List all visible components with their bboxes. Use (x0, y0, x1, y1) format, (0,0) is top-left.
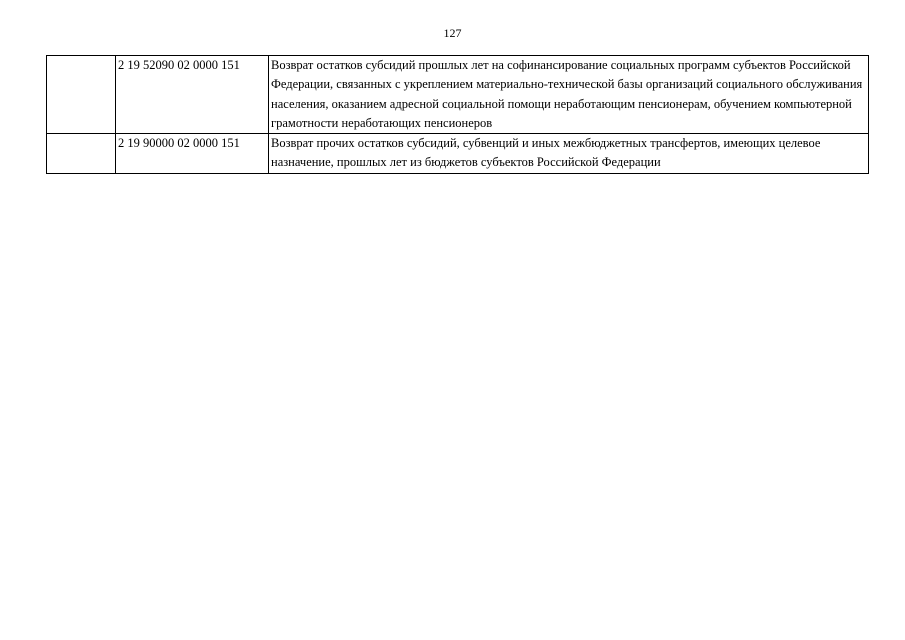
page-number: 127 (443, 26, 462, 40)
budget-code-cell: 2 19 52090 02 0000 151 (116, 56, 269, 134)
table-row (47, 56, 869, 134)
budget-code-cell: 2 19 90000 02 0000 151 (116, 134, 269, 174)
description-cell: Возврат прочих остатков субсидий, субвенций и иных межбюджетных трансфертов, имеющих целевое назначение, прошлых лет из бюджетов субъектов Российской Федерации (269, 134, 869, 174)
budget-code-table (46, 55, 869, 174)
empty-cell (47, 56, 116, 134)
table-row (47, 134, 869, 174)
description-cell: Возврат остатков субсидий прошлых лет на софинансирование социальных программ субъектов Российской Федерации, связанных с укреплением материально-технической базы организаций социального обслуживания населения, оказанием адресной социальной помощи неработающим пенсионерам, обучением компьютерной грамотности неработающих пенсионеров (269, 56, 869, 134)
empty-cell (47, 134, 116, 174)
